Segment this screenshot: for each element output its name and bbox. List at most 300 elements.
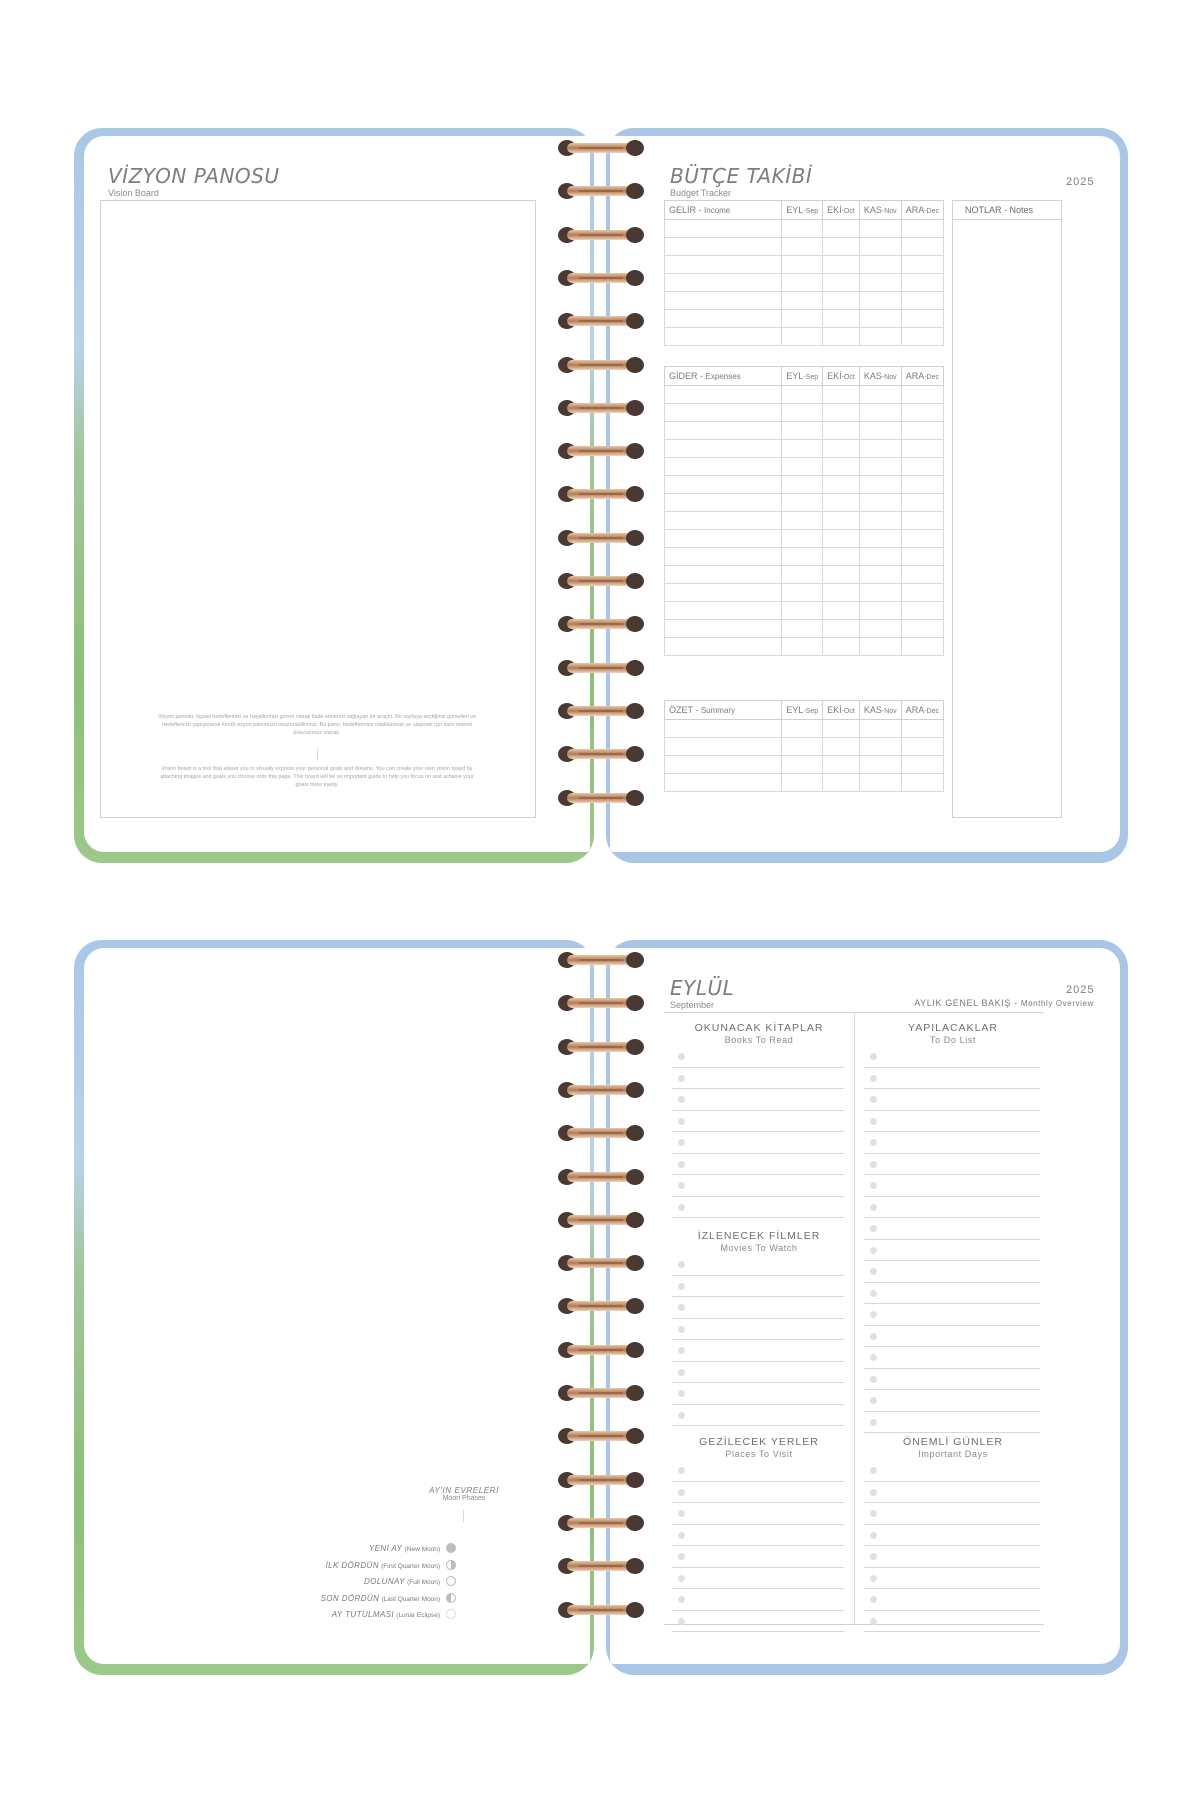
bullet-icon [870,1419,877,1426]
moon-phases-subtitle: Moon Phases [442,1495,486,1502]
list-item[interactable] [864,1503,1040,1525]
table-cell[interactable] [782,328,823,346]
month-header [823,367,860,386]
list-item[interactable] [672,1046,844,1068]
table-cell[interactable] [782,620,823,638]
moon-phases-page [84,948,590,1664]
spiral-ring [558,1385,644,1401]
punch-hole [626,952,644,968]
places-title: GEZİLECEK YERLER [699,1436,819,1448]
spiral-ring [558,746,644,762]
list-item[interactable] [672,1319,844,1341]
table-cell[interactable] [901,386,943,404]
table-cell[interactable] [782,566,823,584]
spiral-ring [558,1515,644,1531]
top-spread [0,128,1200,863]
table-cell[interactable] [782,256,823,274]
table-cell[interactable] [859,738,901,756]
table-cell[interactable] [859,422,901,440]
ring-wire [567,619,635,629]
books-list [672,1046,844,1218]
table-cell[interactable] [665,638,782,656]
table-cell[interactable] [823,720,860,738]
table-cell[interactable] [859,512,901,530]
table-cell[interactable] [901,238,943,256]
vision-board-page [84,136,590,852]
table-cell[interactable] [823,602,860,620]
moon-phase-item [369,1544,440,1553]
bullet-icon [678,1283,685,1290]
bullet-icon [678,1510,685,1517]
table-cell[interactable] [665,440,782,458]
punch-hole [626,995,644,1011]
month-tr: EKİ [827,205,842,215]
month-header [823,201,860,220]
list-item[interactable] [672,1340,844,1362]
table-cell[interactable] [901,476,943,494]
punch-hole [626,443,644,459]
table-cell[interactable] [901,530,943,548]
spiral-ring [558,1298,644,1314]
list-item[interactable] [864,1240,1040,1262]
ring-wire [567,143,635,153]
first-quarter-moon-icon [446,1560,456,1570]
bullet-icon [870,1510,877,1517]
table-cell[interactable] [782,548,823,566]
list-item[interactable] [864,1283,1040,1305]
table-cell[interactable] [859,404,901,422]
table-cell[interactable] [665,774,782,792]
table-cell[interactable] [823,440,860,458]
table-cell[interactable] [859,440,901,458]
month-tr: EYL [786,205,804,215]
table-row [665,310,944,328]
list-item[interactable] [864,1111,1040,1133]
list-item[interactable] [864,1304,1040,1326]
table-cell[interactable] [823,620,860,638]
table-cell[interactable] [859,274,901,292]
phase-label-tr: AY TUTULMASI [331,1610,395,1619]
table-cell[interactable] [782,738,823,756]
table-cell[interactable] [782,512,823,530]
list-item[interactable] [672,1611,844,1633]
table-cell[interactable] [665,720,782,738]
list-item[interactable] [672,1589,844,1611]
list-item[interactable] [864,1347,1040,1369]
table-cell[interactable] [901,220,943,238]
list-item[interactable] [864,1546,1040,1568]
table-cell[interactable] [665,602,782,620]
spiral-ring [558,1255,644,1271]
table-cell[interactable] [823,638,860,656]
spiral-ring [558,400,644,416]
spiral-ring [558,486,644,502]
table-cell[interactable] [901,548,943,566]
table-cell[interactable] [665,404,782,422]
table-cell[interactable] [859,220,901,238]
monthly-overview-page [610,948,1120,1664]
overview-label-tr: AYLIK GENEL BAKIŞ [914,998,1011,1008]
table-cell[interactable] [901,422,943,440]
punch-hole [626,486,644,502]
table-row [665,756,944,774]
table-cell[interactable] [859,458,901,476]
spiral-ring [558,790,644,806]
table-cell[interactable] [823,530,860,548]
list-item[interactable] [864,1568,1040,1590]
month-tr: KAS [863,371,882,381]
table-cell[interactable] [665,328,782,346]
table-cell[interactable] [901,620,943,638]
table-row [665,584,944,602]
column-divider [854,1012,855,1624]
table-row [665,620,944,638]
table-cell[interactable] [823,458,860,476]
places-subtitle: Places To Visit [725,1449,793,1459]
year-label: 2025 [1066,984,1095,996]
table-cell[interactable] [782,238,823,256]
table-cell[interactable] [901,512,943,530]
ring-wire [567,360,635,370]
list-item[interactable] [672,1525,844,1547]
bottom-spread [0,940,1200,1675]
table-cell[interactable] [823,256,860,274]
list-item[interactable] [864,1197,1040,1219]
table-cell[interactable] [665,310,782,328]
table-cell[interactable] [823,404,860,422]
list-item[interactable] [672,1503,844,1525]
table-cell[interactable] [823,274,860,292]
table-cell[interactable] [665,548,782,566]
section-sep: - [696,205,705,215]
table-cell[interactable] [859,620,901,638]
list-item[interactable] [672,1254,844,1276]
table-cell[interactable] [859,602,901,620]
table-cell[interactable] [823,738,860,756]
table-cell[interactable] [782,476,823,494]
table-cell[interactable] [901,774,943,792]
table-cell[interactable] [901,566,943,584]
list-item[interactable] [864,1089,1040,1111]
table-cell[interactable] [665,620,782,638]
bullet-icon [678,1412,685,1419]
table-cell[interactable] [782,404,823,422]
bullet-icon [870,1268,877,1275]
table-cell[interactable] [823,566,860,584]
table-cell[interactable] [823,292,860,310]
table-cell[interactable] [665,422,782,440]
month-sep: - [881,374,885,381]
table-cell[interactable] [823,422,860,440]
last-quarter-moon-icon [446,1593,456,1603]
movies-title: İZLENECEK FİLMLER [697,1230,821,1242]
table-cell[interactable] [665,476,782,494]
table-cell[interactable] [782,292,823,310]
table-cell[interactable] [901,738,943,756]
table-cell[interactable] [665,566,782,584]
bullet-icon [678,1467,685,1474]
ring-wire [567,1388,635,1398]
punch-hole [626,703,644,719]
table-row [665,440,944,458]
table-cell[interactable] [665,512,782,530]
table-cell[interactable] [823,494,860,512]
punch-hole [626,140,644,156]
list-item[interactable] [864,1175,1040,1197]
moon-phase-item [332,1610,440,1619]
table-cell[interactable] [823,512,860,530]
table-cell[interactable] [859,386,901,404]
income-table [664,200,944,346]
ring-wire [567,576,635,586]
days-subtitle: Important Days [918,1449,988,1459]
table-cell[interactable] [782,530,823,548]
notes-box[interactable] [952,200,1062,818]
list-item[interactable] [864,1589,1040,1611]
list-item[interactable] [864,1460,1040,1482]
table-cell[interactable] [665,494,782,512]
table-cell[interactable] [901,328,943,346]
ring-wire [567,489,635,499]
list-item[interactable] [672,1197,844,1219]
month-sep: - [803,208,806,215]
list-item[interactable] [864,1326,1040,1348]
list-item[interactable] [672,1383,844,1405]
phase-label-en: (New Moon) [404,1546,440,1553]
spiral-ring [558,443,644,459]
table-cell[interactable] [859,256,901,274]
table-cell[interactable] [901,256,943,274]
list-item[interactable] [864,1132,1040,1154]
new-moon-icon [446,1543,456,1553]
table-cell[interactable] [859,638,901,656]
list-item[interactable] [672,1362,844,1384]
table-cell[interactable] [859,548,901,566]
list-item[interactable] [672,1297,844,1319]
table-cell[interactable] [782,638,823,656]
days-list [864,1460,1040,1632]
month-header [859,701,901,720]
spiral-ring [558,270,644,286]
month-en: Nov [884,374,897,381]
table-cell[interactable] [823,756,860,774]
table-cell[interactable] [901,494,943,512]
month-en: Oct [843,708,855,715]
ring-wire [567,316,635,326]
table-cell[interactable] [859,720,901,738]
phase-label-tr: DOLUNAY [364,1577,405,1586]
punch-hole [626,1212,644,1228]
bullet-icon [870,1397,877,1404]
table-cell[interactable] [782,584,823,602]
table-cell[interactable] [859,566,901,584]
table-cell[interactable] [859,292,901,310]
list-item[interactable] [672,1068,844,1090]
table-cell[interactable] [665,756,782,774]
moon-phase-item [321,1594,440,1603]
notes-label-tr: NOTLAR [965,205,1002,215]
table-cell[interactable] [901,310,943,328]
list-item[interactable] [672,1568,844,1590]
list-item[interactable] [864,1525,1040,1547]
table-cell[interactable] [665,584,782,602]
table-cell[interactable] [859,756,901,774]
table-cell[interactable] [823,328,860,346]
list-item[interactable] [864,1218,1040,1240]
list-item[interactable] [864,1611,1040,1633]
list-item[interactable] [864,1369,1040,1391]
table-cell[interactable] [901,458,943,476]
month-sep: - [924,708,927,715]
table-cell[interactable] [782,220,823,238]
table-cell[interactable] [859,310,901,328]
table-cell[interactable] [901,756,943,774]
description-tr: Vizyon panosu, kişisel hedeflerinizi ve hayallerinizi görsel olarak ifade etmenizi sağlayan bir araçtır. Bu sayfaya seçtiğiniz görselleri ve hedeflerinizi yapıştırarak kendi vizyon panonuzu oluşturabilirsiniz. Bu pano, hedeflerinize odaklanmak ve ulaşmak için sizin önemli kılavuzunuz olacak. [157,714,477,736]
page-title: VİZYON PANOSU [108,164,280,188]
list-item[interactable] [672,1089,844,1111]
divider [317,749,318,761]
table-cell[interactable] [782,494,823,512]
month-en: Oct [843,208,855,215]
table-row [665,292,944,310]
table-cell[interactable] [859,328,901,346]
days-title: ÖNEMLİ GÜNLER [903,1436,1003,1448]
list-item[interactable] [672,1276,844,1298]
table-cell[interactable] [823,548,860,566]
table-cell[interactable] [782,440,823,458]
table-cell[interactable] [823,386,860,404]
todo-subtitle: To Do List [929,1035,977,1045]
table-cell[interactable] [823,476,860,494]
list-item[interactable] [864,1261,1040,1283]
bullet-icon [870,1467,877,1474]
table-cell[interactable] [901,292,943,310]
vision-board-frame[interactable] [100,200,536,818]
month-sep: - [881,208,885,215]
list-item[interactable] [672,1111,844,1133]
table-cell[interactable] [823,220,860,238]
list-item[interactable] [672,1154,844,1176]
table-cell[interactable] [901,720,943,738]
table-cell[interactable] [859,494,901,512]
list-item[interactable] [672,1546,844,1568]
month-en: Sep [805,374,819,381]
table-cell[interactable] [859,238,901,256]
punch-hole [626,1558,644,1574]
movies-subtitle: Movies To Watch [720,1243,798,1253]
table-cell[interactable] [782,386,823,404]
table-cell[interactable] [859,476,901,494]
table-cell[interactable] [665,220,782,238]
table-cell[interactable] [901,602,943,620]
list-item[interactable] [864,1046,1040,1068]
table-cell[interactable] [823,310,860,328]
table-cell[interactable] [782,310,823,328]
table-cell[interactable] [901,584,943,602]
list-item[interactable] [672,1132,844,1154]
ring-wire [567,706,635,716]
table-cell[interactable] [823,774,860,792]
list-item[interactable] [864,1412,1040,1434]
lunar-eclipse-icon [446,1609,456,1619]
table-cell[interactable] [782,274,823,292]
section-label-tr: ÖZET [669,705,693,715]
table-cell[interactable] [782,720,823,738]
month-tr: ARA [905,371,925,381]
movies-list [672,1254,844,1426]
table-cell[interactable] [665,386,782,404]
table-cell[interactable] [901,440,943,458]
table-cell[interactable] [665,274,782,292]
table-cell[interactable] [665,238,782,256]
list-item[interactable] [672,1460,844,1482]
spiral-binding [558,952,644,1652]
phase-label-tr: SON DÖRDÜN [320,1593,380,1603]
list-item[interactable] [672,1175,844,1197]
table-cell[interactable] [901,404,943,422]
table-cell[interactable] [782,602,823,620]
bullet-icon [678,1261,685,1268]
month-sep: - [881,708,885,715]
month-tr: ARA [905,205,925,215]
table-cell[interactable] [665,530,782,548]
budget-tracker-page [610,136,1120,852]
list-item[interactable] [864,1390,1040,1412]
table-row [665,404,944,422]
table-cell[interactable] [782,774,823,792]
table-cell[interactable] [782,756,823,774]
list-item[interactable] [672,1405,844,1427]
table-cell[interactable] [859,530,901,548]
month-sep: - [841,208,844,215]
table-cell[interactable] [665,292,782,310]
month-tr: KAS [863,705,882,715]
phase-label-tr: İLK DÖRDÜN [325,1560,379,1570]
ring-wire [567,998,635,1008]
bullet-icon [870,1075,877,1082]
table-cell[interactable] [859,774,901,792]
table-row [665,220,944,238]
table-row [665,638,944,656]
table-cell[interactable] [823,238,860,256]
bullet-icon [678,1347,685,1354]
list-item[interactable] [864,1154,1040,1176]
ring-wire [567,1345,635,1355]
table-cell[interactable] [665,256,782,274]
month-sep: - [803,374,806,381]
table-cell[interactable] [859,584,901,602]
list-item[interactable] [672,1482,844,1504]
spiral-ring [558,1125,644,1141]
list-item[interactable] [864,1068,1040,1090]
income-header [665,201,782,220]
table-cell[interactable] [901,274,943,292]
table-cell[interactable] [901,638,943,656]
month-tr: EKİ [827,705,842,715]
table-cell[interactable] [823,584,860,602]
table-cell[interactable] [665,738,782,756]
table-cell[interactable] [782,458,823,476]
table-row [665,720,944,738]
spiral-binding [558,140,644,840]
bullet-icon [678,1575,685,1582]
table-cell[interactable] [665,458,782,476]
notes-sep: - [1004,205,1010,215]
ring-wire [567,1085,635,1095]
table-cell[interactable] [782,422,823,440]
list-item[interactable] [864,1482,1040,1504]
overview-label-en: Monthly Overview [1020,999,1094,1008]
